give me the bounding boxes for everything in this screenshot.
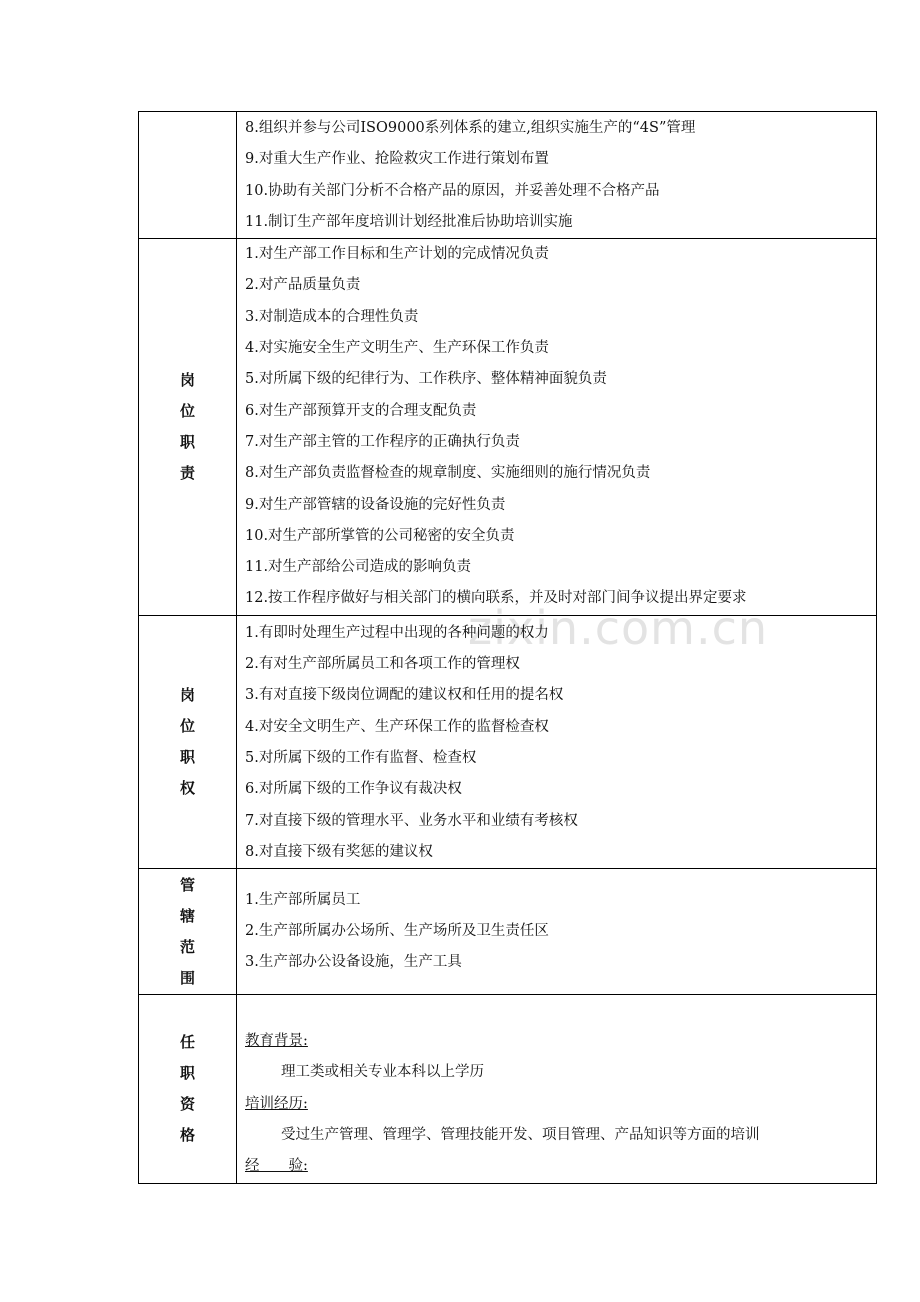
duties-label (139, 239, 237, 616)
qualifications-label (139, 995, 237, 1183)
label-char: 职 (179, 432, 195, 451)
list-item: 6.对所属下级的工作争议有裁决权 (245, 781, 462, 798)
label-char: 位 (179, 716, 195, 735)
education-heading: 教育背景: (245, 1033, 308, 1050)
job-description-table (138, 111, 877, 1184)
label-char: 范 (179, 937, 195, 956)
label-char: 格 (179, 1125, 195, 1144)
list-item: 9.对重大生产作业、抢险救灾工作进行策划布置 (245, 151, 549, 168)
list-item: 11.制订生产部年度培训计划经批准后协助培训实施 (245, 213, 573, 230)
duties-row (139, 239, 877, 616)
label-char: 岗 (179, 685, 195, 704)
authority-label (139, 615, 237, 868)
list-item: 7.对直接下级的管理水平、业务水平和业绩有考核权 (245, 812, 578, 829)
experience-heading: 经 验: (245, 1158, 308, 1175)
list-item: 8.组织并参与公司ISO9000系列体系的建立,组织实施生产的“4S”管理 (245, 120, 696, 136)
qualifications-content-cell (237, 995, 877, 1183)
scope-content-cell (237, 869, 877, 995)
qualifications-row (139, 995, 877, 1183)
list-item: 10.协助有关部门分析不合格产品的原因，并妥善处理不合格产品 (245, 182, 660, 199)
list-item: 7.对生产部主管的工作程序的正确执行负责 (245, 433, 520, 450)
list-item: 4.对安全文明生产、生产环保工作的监督检查权 (245, 718, 549, 735)
watermark: zixin.com.cn (468, 601, 769, 655)
label-char: 辖 (179, 906, 195, 925)
list-item: 11.对生产部给公司造成的影响负责 (245, 559, 472, 576)
label-char: 围 (179, 968, 195, 987)
list-item: 10.对生产部所掌管的公司秘密的安全负责 (245, 527, 515, 544)
label-char: 职 (179, 747, 195, 766)
list-item: 3.有对直接下级岗位调配的建议权和任用的提名权 (245, 687, 564, 704)
label-char: 岗 (179, 370, 195, 389)
list-item: 3.生产部办公设备设施，生产工具 (245, 954, 462, 971)
list-item: 2.对产品质量负责 (245, 277, 361, 294)
label-char: 位 (179, 401, 195, 420)
training-heading: 培训经历: (245, 1095, 308, 1112)
education-text: 理工类或相关专业本科以上学历 (281, 1064, 484, 1081)
list-item: 9.对生产部管辖的设备设施的完好性负责 (245, 496, 506, 513)
list-item: 4.对实施安全生产文明生产、生产环保工作负责 (245, 340, 549, 357)
continued-row (139, 112, 877, 239)
list-item: 1.有即时处理生产过程中出现的各种问题的权力 (245, 624, 549, 641)
list-item: 1.对生产部工作目标和生产计划的完成情况负责 (245, 246, 549, 263)
list-item: 8.对生产部负责监督检查的规章制度、实施细则的施行情况负责 (245, 465, 651, 482)
scope-row (139, 869, 877, 995)
list-item: 5.对所属下级的纪律行为、工作秩序、整体精神面貌负责 (245, 371, 607, 388)
continued-label-cell (139, 112, 237, 239)
list-item: 5.对所属下级的工作有监督、检查权 (245, 749, 477, 766)
list-item: 1.生产部所属员工 (245, 891, 361, 908)
list-item: 6.对生产部预算开支的合理支配负责 (245, 402, 477, 419)
label-char: 职 (179, 1063, 195, 1082)
authority-row (139, 615, 877, 868)
label-char: 责 (179, 463, 195, 482)
training-text: 受过生产管理、管理学、管理技能开发、项目管理、产品知识等方面的培训 (281, 1127, 760, 1144)
label-char: 资 (179, 1094, 195, 1113)
list-item: 3.对制造成本的合理性负责 (245, 308, 419, 325)
list-item: 2.生产部所属办公场所、生产场所及卫生责任区 (245, 922, 549, 939)
continued-content-cell (237, 112, 877, 239)
duties-content-cell (237, 239, 877, 616)
scope-label (139, 869, 237, 995)
label-char: 权 (179, 778, 195, 797)
authority-content-cell (237, 615, 877, 868)
list-item: 12.按工作程序做好与相关部门的横向联系，并及时对部门间争议提出界定要求 (245, 590, 747, 607)
list-item: 2.有对生产部所属员工和各项工作的管理权 (245, 656, 520, 673)
label-char: 管 (179, 875, 195, 894)
list-item: 8.对直接下级有奖惩的建议权 (245, 843, 433, 860)
label-char: 任 (179, 1032, 195, 1051)
